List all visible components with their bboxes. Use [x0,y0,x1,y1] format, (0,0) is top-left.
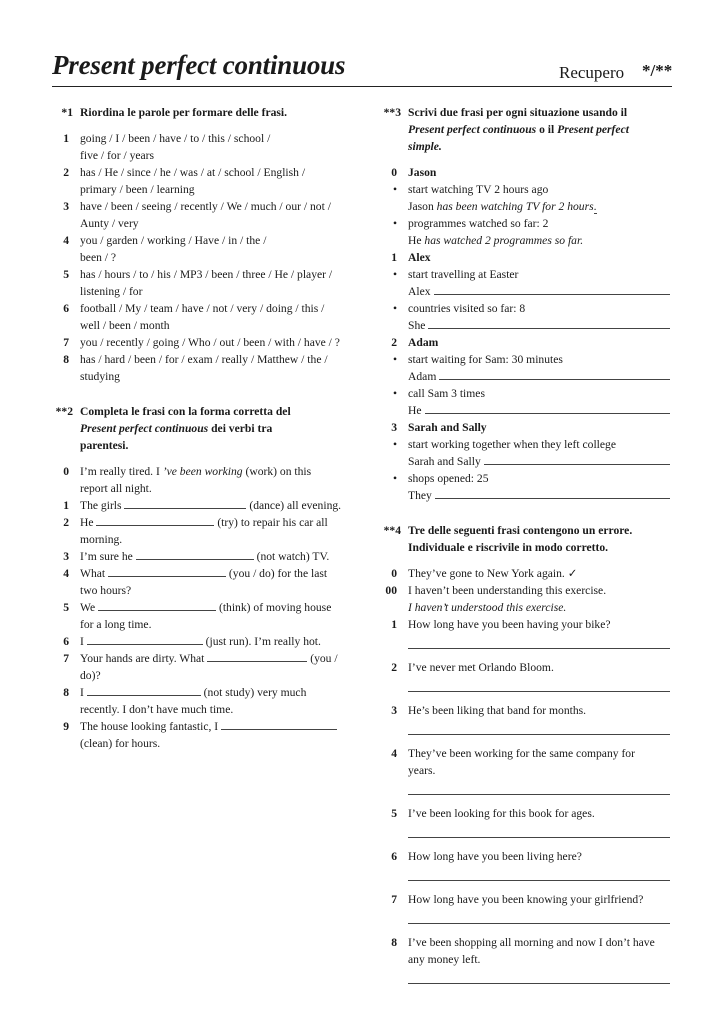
exercise-4 [378,522,678,984]
page-title: Present perfect continuous [52,50,346,80]
bullet-icon: • [392,387,397,400]
answer-subject: He [408,234,425,247]
sentence-start: Your hands are dirty. What [80,652,208,665]
answer-text: has been watching TV for 2 hours [436,200,594,213]
answer-blank[interactable] [136,549,254,560]
item-number: 0 [63,465,69,478]
prompt-text: countries visited so far: 8 [408,302,526,315]
exercise-3-instruction-or: o il [539,123,555,136]
sentence-text: They’ve been working for the same company for [408,747,635,760]
item-number: 00 [385,584,397,597]
answer-blank[interactable] [87,634,203,645]
answer-blank[interactable] [108,566,226,577]
sentence-text: He’s been liking that band for months. [408,704,587,717]
example-text-c: (work) on this [242,465,312,478]
example-text-a: I’m really tired. I [80,465,163,478]
list-item [50,164,350,198]
item-number: 1 [63,499,69,512]
word-list-line-2: five / for / years [80,149,155,162]
item-number: 8 [391,936,397,949]
left-column [50,104,350,752]
answer-line[interactable] [408,983,670,984]
item-number: 0 [391,567,397,580]
word-list-line-1: going / I / been / have / to / this / school / [80,132,271,145]
list-item [50,130,350,164]
list-item [378,702,678,719]
list-item [50,633,350,650]
prompt-bullet [378,181,678,198]
answer-blank[interactable] [124,498,246,509]
prompt-text: start waiting for Sam: 30 minutes [408,353,563,366]
item-number: 3 [63,200,69,213]
exercise-3-instruction-tense-b: Present perfect [557,123,629,136]
exercise-4-number: **4 [383,524,401,537]
sentence-start: The girls [80,499,125,512]
item-number: 6 [391,850,397,863]
exercise-2 [50,403,350,752]
sentence-start: I [80,635,87,648]
item-number: 7 [63,336,69,349]
answer-subject: Adam [408,370,437,383]
word-list-line-1: has / hard / been / for / exam / really / Matthew / the / [80,353,328,366]
answer-line[interactable] [408,691,670,692]
bullet-icon: • [392,472,397,485]
bullet-icon: • [392,302,397,315]
sentence-start: We [80,601,99,614]
answer-blank[interactable] [87,685,201,696]
prompt-bullet [378,470,678,487]
item-number: 2 [63,516,69,529]
example-answer: ’ve been working [162,465,243,478]
sentence-continuation: for a long time. [80,618,152,631]
exercise-2-instruction: Completa le frasi con la forma corretta del [80,405,291,418]
word-list-line-2: Aunty / very [80,217,139,230]
prompt-text: programmes watched so far: 2 [408,217,549,230]
list-item [378,891,678,908]
prompt-text: start watching TV 2 hours ago [408,183,549,196]
person-name: Jason [408,166,437,179]
sentence-text: I’ve been shopping all morning and now I don’t have [408,936,655,949]
exercise-3-instruction-end: simple. [408,140,442,153]
example-text-d: report all night. [80,482,152,495]
sentence-continuation: morning. [80,533,123,546]
sentence-continuation: years. [408,764,436,777]
item-number: 1 [391,251,397,264]
item-number: 1 [391,618,397,631]
word-list-line-2: listening / for [80,285,143,298]
item-number: 4 [63,234,69,247]
person-name: Sarah and Sally [408,421,487,434]
answer-subject: She [408,319,426,332]
exercise-4-example-00 [378,582,678,616]
sentence-text: I haven’t been understanding this exercise. [408,584,607,597]
exercise-2-number: **2 [55,405,73,418]
sentence-end: (you / [307,652,338,665]
prompt-bullet [378,215,678,232]
answer-subject: Sarah and Sally [408,455,481,468]
worksheet-header [52,48,672,87]
word-list-line-1: football / My / team / have / not / very / doing / this / [80,302,325,315]
exercise-3-instruction: Scrivi due frasi per ogni situazione usando il [408,106,628,119]
prompt-bullet [378,300,678,317]
answer-blank[interactable] [434,284,670,295]
answer-subject: They [408,489,432,502]
item-number: 3 [391,704,397,717]
item-number: 6 [63,302,69,315]
item-number: 0 [391,166,397,179]
sentence-continuation: two hours? [80,584,132,597]
exercise-3-example [378,164,678,249]
sentence-end: (try) to repair his car all [214,516,328,529]
exercise-1-heading [50,104,350,121]
list-item [50,684,350,718]
exercise-2-instruction-end: parentesi. [80,439,129,452]
prompt-text: shops opened: 25 [408,472,489,485]
answer-text: has watched 2 programmes so far. [424,234,584,247]
exercise-1-items [50,130,350,385]
sentence-end: (dance) all evening. [246,499,342,512]
exercise-1-number: *1 [61,106,73,119]
group-name [378,249,678,266]
answer-line [378,402,678,419]
item-number: 2 [63,166,69,179]
list-item [50,548,350,565]
prompt-bullet [378,385,678,402]
word-list-line-2: primary / been / learning [80,183,195,196]
sentence-text: How long have you been living here? [408,850,582,863]
example-answer: Jason has been watching TV for 2 hours. [408,200,597,213]
item-number: 4 [391,747,397,760]
list-item [378,616,678,633]
list-item [50,514,350,548]
answer-blank[interactable] [435,488,670,499]
answer-line[interactable] [408,880,670,881]
sentence-end: (you / do) for the last [226,567,328,580]
person-name: Alex [408,251,431,264]
exercise-4-example-0 [378,565,678,582]
list-item [50,300,350,334]
sentence-continuation: (clean) for hours. [80,737,161,750]
prompt-bullet [378,266,678,283]
prompt-bullet [378,351,678,368]
sentence-end: (just run). I’m really hot. [202,635,321,648]
prompt-bullet [378,436,678,453]
answer-blank[interactable] [98,600,216,611]
answer-blank[interactable] [425,403,670,414]
list-item [50,351,350,385]
sentence-end: (not study) very much [200,686,307,699]
prompt-text: start working together when they left college [408,438,616,451]
answer-blank[interactable] [96,515,214,526]
list-item [378,659,678,676]
answer-line[interactable] [408,923,670,924]
word-list-line-2: studying [80,370,120,383]
list-item [378,745,678,779]
exercise-4-instruction: Tre delle seguenti frasi contengono un errore. [408,524,633,537]
bullet-icon: • [392,183,397,196]
exercise-1-instruction: Riordina le parole per formare delle frasi. [80,106,288,119]
answer-line [378,317,678,334]
sentence-start: I [80,686,87,699]
difficulty-stars: */** [642,61,673,80]
right-column [378,104,678,994]
exercise-2-heading [50,403,350,454]
item-number: 3 [391,421,397,434]
exercise-2-items [50,497,350,752]
situation-group [378,334,678,419]
item-number: 9 [63,720,69,733]
answer-blank[interactable] [221,719,337,730]
exercise-4-instruction-b: Individuale e riscrivile in modo corretto. [408,541,609,554]
bullet-icon: • [392,217,397,230]
word-list-line-1: have / been / seeing / recently / We / much / our / not / [80,200,331,213]
list-item [50,718,350,752]
exercise-2-instruction-cont: dei verbi tra [211,422,273,435]
sentence-start: I’m sure he [80,550,136,563]
list-item [378,848,678,865]
exercise-3-instruction-tense-a: Present perfect continuous [408,123,537,136]
prompt-text: start travelling at Easter [408,268,519,281]
answer-blank[interactable] [484,454,670,465]
list-item [50,599,350,633]
answer-line [378,283,678,300]
sentence-continuation: any money left. [408,953,481,966]
exercise-2-example [50,463,350,497]
exercise-3 [378,104,678,504]
item-number: 5 [63,268,69,281]
sentence-text: How long have you been having your bike? [408,618,611,631]
bullet-icon: • [392,353,397,366]
exercise-3-number: **3 [383,106,401,119]
sentence-end: (not watch) TV. [253,550,330,563]
answer-blank[interactable] [439,369,670,380]
answer-line[interactable] [408,794,670,795]
person-name: Adam [408,336,439,349]
exercise-2-instruction-tense: Present perfect continuous [80,422,209,435]
item-number: 5 [391,807,397,820]
list-item [378,805,678,822]
item-number: 8 [63,353,69,366]
exercise-3-heading [378,104,678,155]
list-item [50,650,350,684]
example-answer [378,232,678,249]
list-item [50,198,350,232]
answer-line [378,487,678,504]
answer-blank[interactable] [428,318,670,329]
list-item [50,266,350,300]
sentence-continuation: do)? [80,669,101,682]
sentence-end: (think) of moving house [216,601,332,614]
word-list-line-1: you / recently / going / Who / out / been / with / have / ? [80,336,340,349]
sentence-text: They’ve gone to New York again. [408,567,565,580]
correction-text: I haven’t understood this exercise. [408,601,567,614]
word-list-line-2: well / been / month [80,319,170,332]
bullet-icon: • [392,438,397,451]
group-name [378,334,678,351]
sentence-start: What [80,567,109,580]
item-number: 5 [63,601,69,614]
situation-group [378,419,678,504]
word-list-line-1: has / He / since / he / was / at / school / English / [80,166,306,179]
exercise-4-items [378,616,678,984]
list-item [50,565,350,599]
sentence-text: I’ve never met Orlando Bloom. [408,661,554,674]
list-item [50,232,350,266]
word-list-line-2: been / ? [80,251,117,264]
situation-group [378,249,678,334]
recupero-label: Recupero [559,63,625,82]
item-number: 7 [63,652,69,665]
list-item [50,334,350,351]
sentence-text: How long have you been knowing your girlfriend? [408,893,644,906]
answer-subject: Alex [408,285,431,298]
list-item [50,497,350,514]
list-item [378,934,678,968]
sentence-start: He [80,516,97,529]
prompt-text: call Sam 3 times [408,387,485,400]
group-name [378,164,678,181]
answer-subject: Jason [408,200,437,213]
exercise-4-heading [378,522,678,556]
group-name [378,419,678,436]
item-number: 7 [391,893,397,906]
item-number: 3 [63,550,69,563]
exercise-3-groups [378,249,678,504]
checkmark-icon: ✓ [567,567,578,580]
bullet-icon: • [392,268,397,281]
word-list-line-1: you / garden / working / Have / in / the / [80,234,267,247]
sentence-start: The house looking fantastic, I [80,720,222,733]
answer-blank[interactable] [207,651,307,662]
answer-line[interactable] [408,837,670,838]
answer-line [378,453,678,470]
item-number: 2 [391,661,397,674]
item-number: 1 [63,132,69,145]
item-number: 4 [63,567,69,580]
item-number: 8 [63,686,69,699]
answer-line[interactable] [408,648,670,649]
item-number: 2 [391,336,397,349]
answer-line [378,368,678,385]
item-number: 6 [63,635,69,648]
answer-subject: He [408,404,422,417]
sentence-text: I’ve been looking for this book for ages. [408,807,595,820]
exercise-1 [50,104,350,385]
sentence-continuation: recently. I don’t have much time. [80,703,234,716]
answer-line[interactable] [408,734,670,735]
word-list-line-1: has / hours / to / his / MP3 / been / three / He / player / [80,268,333,281]
